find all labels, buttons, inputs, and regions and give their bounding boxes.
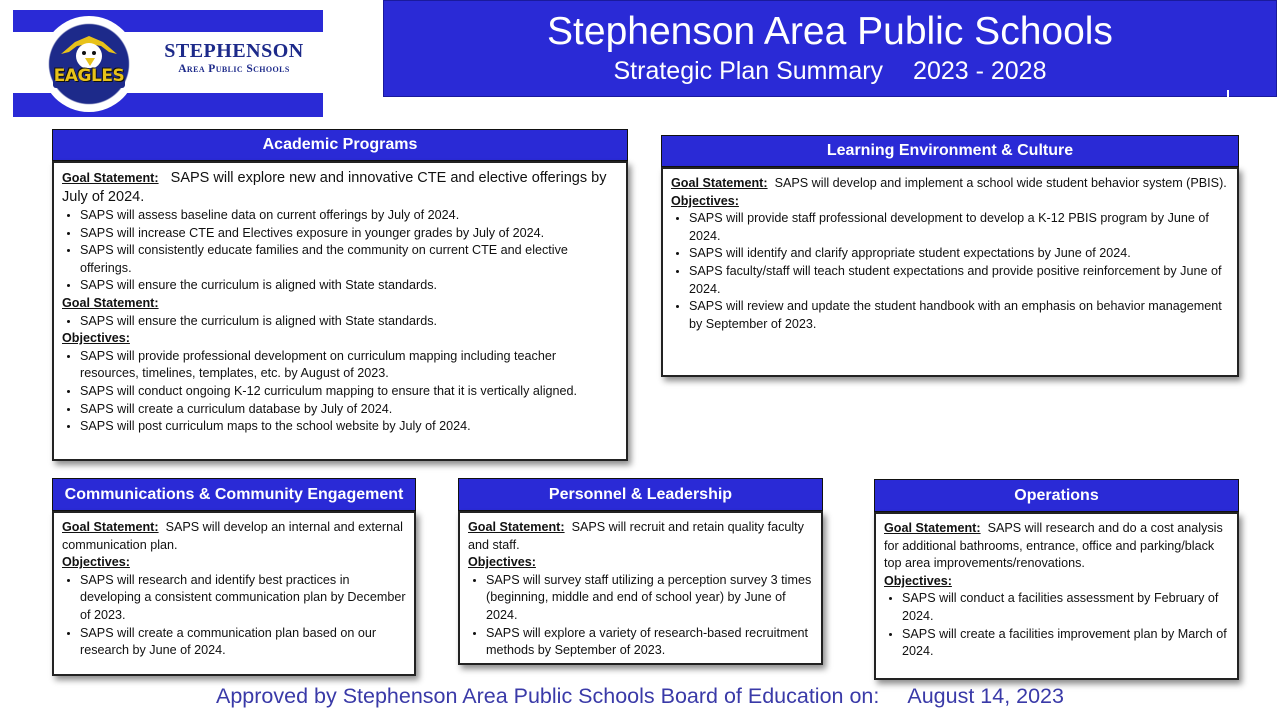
- list-item: • SAPS will provide professional development on curriculum mapping including teacher resources, timelines, templates, etc. by August of 2023.: [80, 348, 618, 383]
- list-item: • SAPS will survey staff utilizing a perception survey 3 times (beginning, middle and end of school year) by June of 2024.: [486, 572, 813, 625]
- panel-body: [874, 512, 1239, 680]
- objectives-list: [62, 572, 406, 660]
- objectives-label: Objectives:: [62, 331, 130, 346]
- goal-text: SAPS will develop and implement a school wide student behavior system (PBIS).: [774, 176, 1227, 190]
- goal-statement: [671, 175, 1229, 193]
- page-title: Stephenson Area Public Schools: [547, 10, 1113, 53]
- list-item: • SAPS will research and identify best practices in developing a consistent communication plan by December of 2023.: [80, 572, 406, 625]
- logo-wordmark: [147, 40, 321, 76]
- goal-label: Goal Statement:: [62, 295, 159, 310]
- goal-bullets: [62, 207, 618, 295]
- list-item: • SAPS will ensure the curriculum is aligned with State standards.: [80, 277, 618, 295]
- page-subtitle: [384, 56, 1276, 86]
- list-item: • SAPS will ensure the curriculum is aligned with State standards.: [80, 313, 618, 331]
- objectives-list: [62, 348, 618, 436]
- logo-name: STEPHENSON: [164, 40, 304, 62]
- panel-title: Academic Programs: [52, 129, 628, 161]
- goal-statement: [468, 519, 813, 554]
- panel-body: [52, 511, 416, 676]
- objectives-label: Objectives:: [62, 555, 130, 570]
- plan-years: 2023 - 2028: [913, 57, 1047, 85]
- panel-title: Learning Environment & Culture: [661, 135, 1239, 167]
- subtitle-text: Strategic Plan Summary: [613, 57, 884, 85]
- goal-statement: [62, 169, 618, 207]
- logo-subtitle: Area Public Schools: [178, 63, 290, 75]
- panel-body: [661, 167, 1239, 377]
- list-item: • SAPS will create a curriculum database by July of 2024.: [80, 401, 618, 419]
- list-item: • SAPS will consistently educate families and the community on current CTE and elective offerings.: [80, 242, 618, 277]
- goal-text: SAPS will explore new and innovative CTE and elective offerings by July of 2024.: [62, 170, 607, 205]
- list-item: • SAPS faculty/staff will teach student expectations and provide positive reinforcement by June of 2024.: [689, 263, 1229, 298]
- goal-statement: [62, 519, 406, 554]
- panel-title: Personnel & Leadership: [458, 478, 823, 511]
- list-item: • SAPS will explore a variety of research-based recruitment methods by September of 2023.: [486, 625, 813, 660]
- list-item: • SAPS will identify and clarify appropriate student expectations by June of 2024.: [689, 245, 1229, 263]
- goal-label: Goal Statement:: [884, 521, 981, 535]
- objectives-list: [884, 590, 1229, 660]
- list-item: • SAPS will conduct ongoing K-12 curriculum mapping to ensure that it is vertically aligned.: [80, 383, 618, 401]
- header-tick-mark: [1227, 90, 1229, 100]
- goal-text: SAPS will recruit and retain quality faculty and staff.: [468, 520, 804, 552]
- mascot-text: EAGLES: [53, 66, 125, 86]
- goal-statement: [62, 295, 618, 313]
- goal-label: Goal Statement:: [62, 171, 159, 185]
- list-item: • SAPS will assess baseline data on current offerings by July of 2024.: [80, 207, 618, 225]
- panel-title: Operations: [874, 479, 1239, 512]
- panel-title: Communications & Community Engagement: [52, 478, 416, 511]
- approval-text: Approved by Stephenson Area Public Schools Board of Education on:: [216, 684, 880, 708]
- list-item: • SAPS will provide staff professional development to develop a K-12 PBIS program by June of 2024.: [689, 210, 1229, 245]
- goal-label: Goal Statement:: [62, 520, 159, 534]
- goal-bullets: [62, 313, 618, 331]
- goal-statement: [884, 520, 1229, 573]
- goal-label: Goal Statement:: [671, 176, 768, 190]
- objectives-label: Objectives:: [671, 193, 739, 208]
- approval-footer: [0, 684, 1280, 709]
- list-item: • SAPS will create a facilities improvement plan by March of 2024.: [902, 626, 1229, 661]
- objectives-list: [671, 210, 1229, 333]
- objectives-label: Objectives:: [468, 555, 536, 570]
- goal-text: SAPS will research and do a cost analysis for additional bathrooms, entrance, office and parking/black top area improvements/renovations.: [884, 521, 1223, 571]
- objectives-list: [468, 572, 813, 660]
- panel-body: [458, 511, 823, 665]
- objectives-label: Objectives:: [884, 573, 952, 588]
- page-header: [383, 0, 1277, 97]
- list-item: • SAPS will post curriculum maps to the school website by July of 2024.: [80, 418, 618, 436]
- list-item: • SAPS will create a communication plan based on our research by June of 2024.: [80, 625, 406, 660]
- panel-body: [52, 161, 628, 461]
- eagle-mascot-icon: [41, 16, 137, 112]
- list-item: • SAPS will review and update the student handbook with an emphasis on behavior management by September of 2023.: [689, 298, 1229, 333]
- list-item: • SAPS will conduct a facilities assessment by February of 2024.: [902, 590, 1229, 625]
- approval-date: August 14, 2023: [907, 684, 1064, 708]
- school-logo: [13, 10, 323, 117]
- list-item: • SAPS will increase CTE and Electives exposure in younger grades by July of 2024.: [80, 225, 618, 243]
- goal-label: Goal Statement:: [468, 520, 565, 534]
- goal-text: SAPS will develop an internal and external communication plan.: [62, 520, 403, 552]
